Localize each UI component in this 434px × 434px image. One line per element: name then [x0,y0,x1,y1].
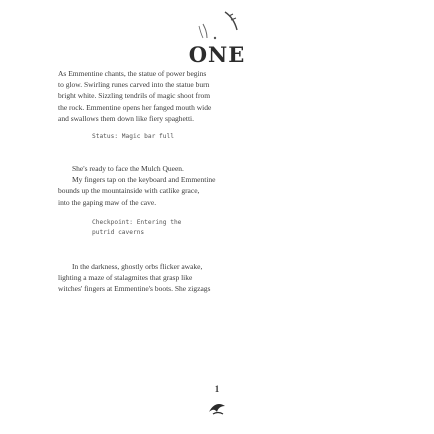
ornament-icon [205,396,229,420]
text-line: bounds up the mountainside with catlike grace, [58,186,200,196]
checkpoint-text: putrid caverns [92,229,145,236]
text-line: witches' fingers at Emmentine's boots. She zigzags [58,284,211,294]
text-line: into the gaping maw of the cave. [58,197,157,207]
text-line: lighting a maze of stalagmites that grasp like [58,273,193,283]
text-line: My fingers tap on the keyboard and Emmentine [72,175,216,185]
text-line: bright white. Sizzling tendrils of magic shoot from [58,91,211,101]
chapter-title: ONE [188,42,246,67]
text-line: the rock. Emmentine opens her fanged mouth wide [58,102,212,112]
text-line: As Emmentine chants, the statue of power begins [58,69,207,78]
status-line [92,132,174,142]
status-text: Status: Magic bar full [92,133,174,140]
checkpoint-text: Checkpoint: Entering the [92,219,182,226]
text-line: and swallows them down like fiery spaghetti. [58,113,195,123]
checkpoint-line [92,218,181,238]
page-number: 1 [214,384,220,394]
paragraph-1 [58,68,376,124]
paragraph-2 [58,163,376,208]
text-line: In the darkness, ghostly orbs flicker awake, [72,262,203,271]
text-line: She's ready to face the Mulch Queen. [72,164,184,173]
paragraph-3 [58,261,376,295]
text-line: to glow. Swirling runes carved into the statue burn [58,80,210,90]
